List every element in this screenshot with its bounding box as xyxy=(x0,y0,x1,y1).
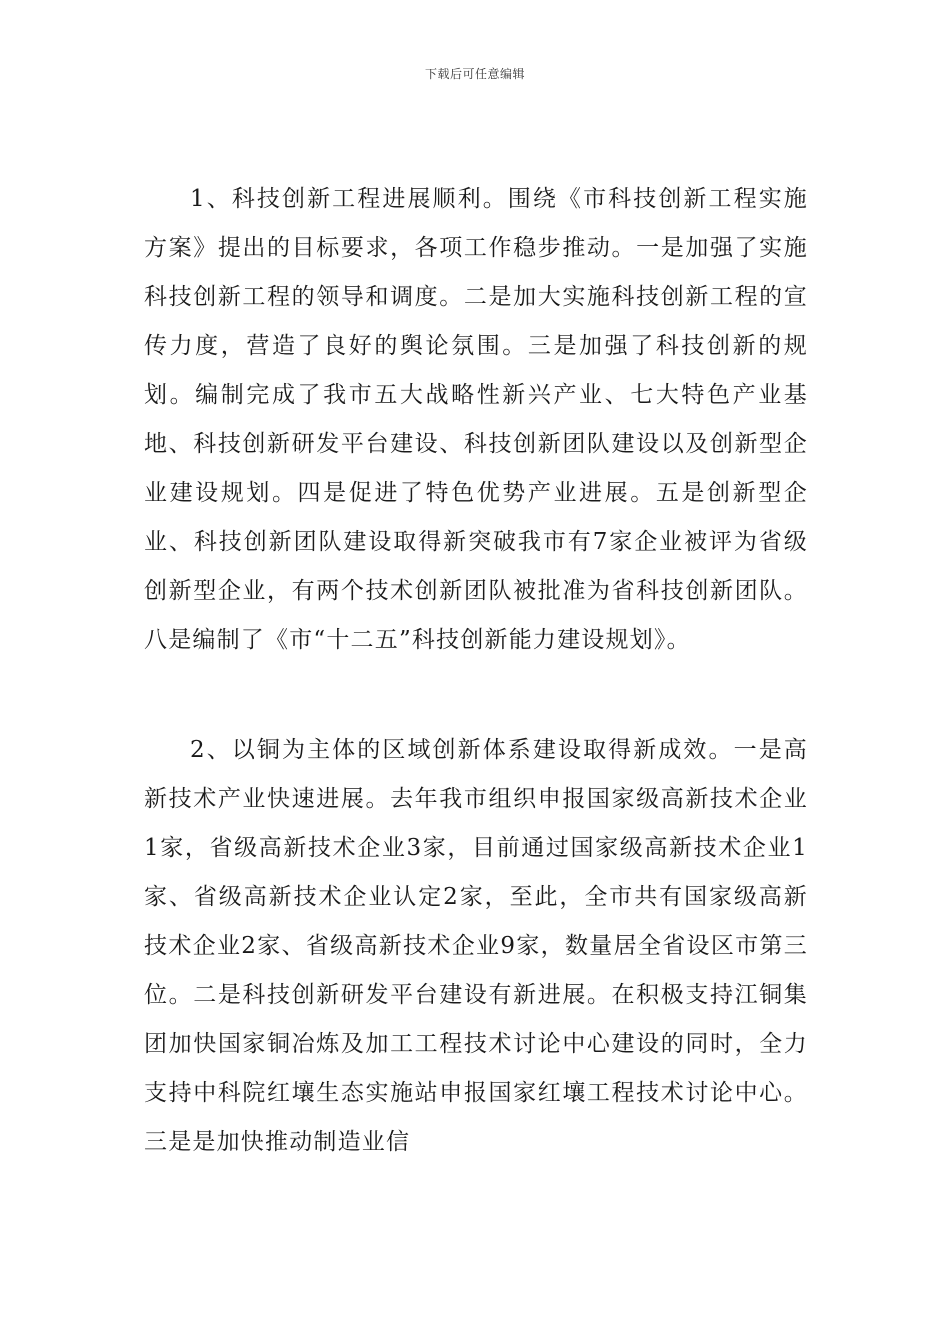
paragraph-2: 2、以铜为主体的区域创新体系建设取得新成效。一是高新技术产业快速进展。去年我市组织申报国家级高新技术企业1家，省级高新技术企业3家，目前通过国家级高新技术企业1家、省级高新技术企业认定2家，至此，全市共有国家级高新技术企业2家、省级高新技术企业9家，数量居全省设区市第三位。二是科技创新研发平台建设有新进展。在积极支持江铜集团加快国家铜冶炼及加工工程技术讨论中心建设的同时，全力支持中科院红壤生态实施站申报国家红壤工程技术讨论中心。三是是加快推动制造业信 xyxy=(144,737,808,1155)
header-note: 下载后可任意编辑 xyxy=(424,67,525,81)
paragraph-1: 1、科技创新工程进展顺利。围绕《市科技创新工程实施方案》提出的目标要求，各项工作稳步推动。一是加强了实施科技创新工程的领导和调度。二是加大实施科技创新工程的宣传力度，营造了良好的舆论氛围。三是加强了科技创新的规划。编制完成了我市五大战略性新兴产业、七大特色产业基地、科技创新研发平台建设、科技创新团队建设以及创新型企业建设规划。四是促进了特色优势产业进展。五是创新型企业、科技创新团队建设取得新突破我市有7家企业被评为省级创新型企业，有两个技术创新团队被批准为省科技创新团队。八是编制了《市“十二五”科技创新能力建设规划》。 xyxy=(144,186,808,653)
document-body xyxy=(144,175,808,1167)
